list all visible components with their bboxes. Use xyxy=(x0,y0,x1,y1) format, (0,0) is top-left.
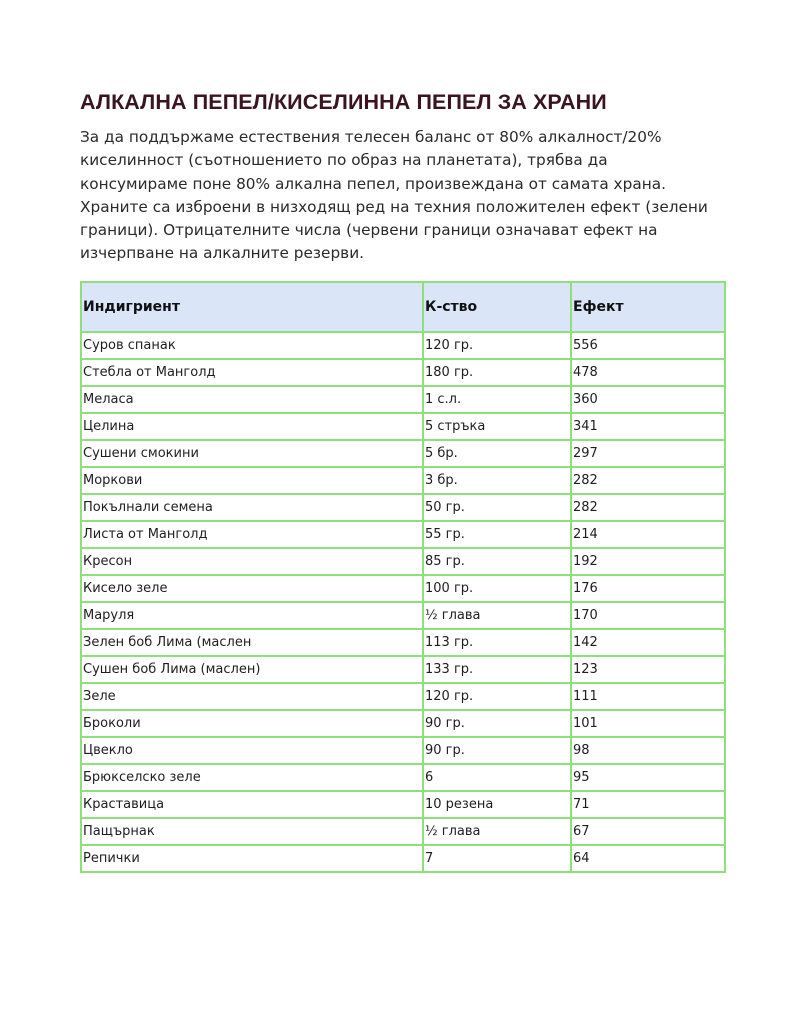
cell-quantity: 7 xyxy=(423,845,571,872)
cell-effect: 123 xyxy=(571,656,725,683)
cell-quantity: 120 гр. xyxy=(423,332,571,359)
cell-ingredient: Сушени смокини xyxy=(81,440,423,467)
cell-effect: 192 xyxy=(571,548,725,575)
table-row xyxy=(81,413,725,440)
table-row xyxy=(81,332,725,359)
cell-effect: 341 xyxy=(571,413,725,440)
table-header-row xyxy=(81,282,725,332)
cell-quantity: 1 с.л. xyxy=(423,386,571,413)
document-page xyxy=(80,88,724,266)
cell-effect: 282 xyxy=(571,494,725,521)
table-row xyxy=(81,440,725,467)
cell-effect: 101 xyxy=(571,710,725,737)
table-row xyxy=(81,575,725,602)
column-header-quantity: К-ство xyxy=(423,282,571,332)
table-row xyxy=(81,548,725,575)
cell-quantity: 180 гр. xyxy=(423,359,571,386)
cell-ingredient: Суров спанак xyxy=(81,332,423,359)
cell-ingredient: Кисело зеле xyxy=(81,575,423,602)
cell-ingredient: Сушен боб Лима (маслен) xyxy=(81,656,423,683)
cell-quantity: 120 гр. xyxy=(423,683,571,710)
cell-ingredient: Кресон xyxy=(81,548,423,575)
cell-ingredient: Броколи xyxy=(81,710,423,737)
cell-effect: 98 xyxy=(571,737,725,764)
table-row xyxy=(81,494,725,521)
cell-ingredient: Маруля xyxy=(81,602,423,629)
cell-quantity: 10 резена xyxy=(423,791,571,818)
table-row xyxy=(81,764,725,791)
cell-quantity: 3 бр. xyxy=(423,467,571,494)
cell-effect: 67 xyxy=(571,818,725,845)
alkaline-foods-table xyxy=(80,281,726,873)
table-row xyxy=(81,656,725,683)
cell-effect: 142 xyxy=(571,629,725,656)
cell-quantity: 133 гр. xyxy=(423,656,571,683)
cell-effect: 170 xyxy=(571,602,725,629)
cell-effect: 478 xyxy=(571,359,725,386)
cell-quantity: 100 гр. xyxy=(423,575,571,602)
cell-effect: 71 xyxy=(571,791,725,818)
cell-quantity: 5 стръка xyxy=(423,413,571,440)
table-row xyxy=(81,683,725,710)
table-row xyxy=(81,737,725,764)
cell-ingredient: Целина xyxy=(81,413,423,440)
cell-quantity: 113 гр. xyxy=(423,629,571,656)
cell-ingredient: Моркови xyxy=(81,467,423,494)
intro-paragraph: За да поддържаме естествения телесен баланс от 80% алкалност/20% киселинност (съотношението по образ на планетата), трябва да консумираме поне 80% алкална пепел, произвеждана от самата храна. Храните са изброени в низходящ ред на техния положителен ефект (зелени граници). Отрицателните числа (червени граници означават ефект на изчерпване на алкалните резерви. xyxy=(80,128,708,263)
cell-quantity: 90 гр. xyxy=(423,710,571,737)
column-header-ingredient: Индигриент xyxy=(81,282,423,332)
cell-quantity: ½ глава xyxy=(423,818,571,845)
cell-ingredient: Покълнали семена xyxy=(81,494,423,521)
cell-ingredient: Репички xyxy=(81,845,423,872)
document-title: АЛКАЛНА ПЕПЕЛ/КИСЕЛИННА ПЕПЕЛ ЗА ХРАНИ xyxy=(80,90,607,114)
cell-effect: 214 xyxy=(571,521,725,548)
cell-quantity: 5 бр. xyxy=(423,440,571,467)
cell-quantity: 85 гр. xyxy=(423,548,571,575)
table-row xyxy=(81,602,725,629)
cell-effect: 64 xyxy=(571,845,725,872)
cell-quantity: 55 гр. xyxy=(423,521,571,548)
table-row xyxy=(81,629,725,656)
cell-ingredient: Пащърнак xyxy=(81,818,423,845)
cell-effect: 95 xyxy=(571,764,725,791)
cell-ingredient: Листа от Манголд xyxy=(81,521,423,548)
cell-ingredient: Зелен боб Лима (маслен xyxy=(81,629,423,656)
cell-effect: 297 xyxy=(571,440,725,467)
cell-effect: 111 xyxy=(571,683,725,710)
table-row xyxy=(81,818,725,845)
table-row xyxy=(81,791,725,818)
cell-ingredient: Брюкселско зеле xyxy=(81,764,423,791)
cell-quantity: 90 гр. xyxy=(423,737,571,764)
cell-effect: 556 xyxy=(571,332,725,359)
table-row xyxy=(81,386,725,413)
table-row xyxy=(81,359,725,386)
cell-ingredient: Стебла от Манголд xyxy=(81,359,423,386)
cell-ingredient: Зеле xyxy=(81,683,423,710)
cell-ingredient: Цвекло xyxy=(81,737,423,764)
table-row xyxy=(81,467,725,494)
cell-ingredient: Меласа xyxy=(81,386,423,413)
cell-ingredient: Краставица xyxy=(81,791,423,818)
cell-effect: 176 xyxy=(571,575,725,602)
cell-quantity: 6 xyxy=(423,764,571,791)
table-row xyxy=(81,521,725,548)
cell-quantity: 50 гр. xyxy=(423,494,571,521)
cell-effect: 282 xyxy=(571,467,725,494)
column-header-effect: Ефект xyxy=(571,282,725,332)
table-row xyxy=(81,845,725,872)
cell-effect: 360 xyxy=(571,386,725,413)
table-row xyxy=(81,710,725,737)
cell-quantity: ½ глава xyxy=(423,602,571,629)
